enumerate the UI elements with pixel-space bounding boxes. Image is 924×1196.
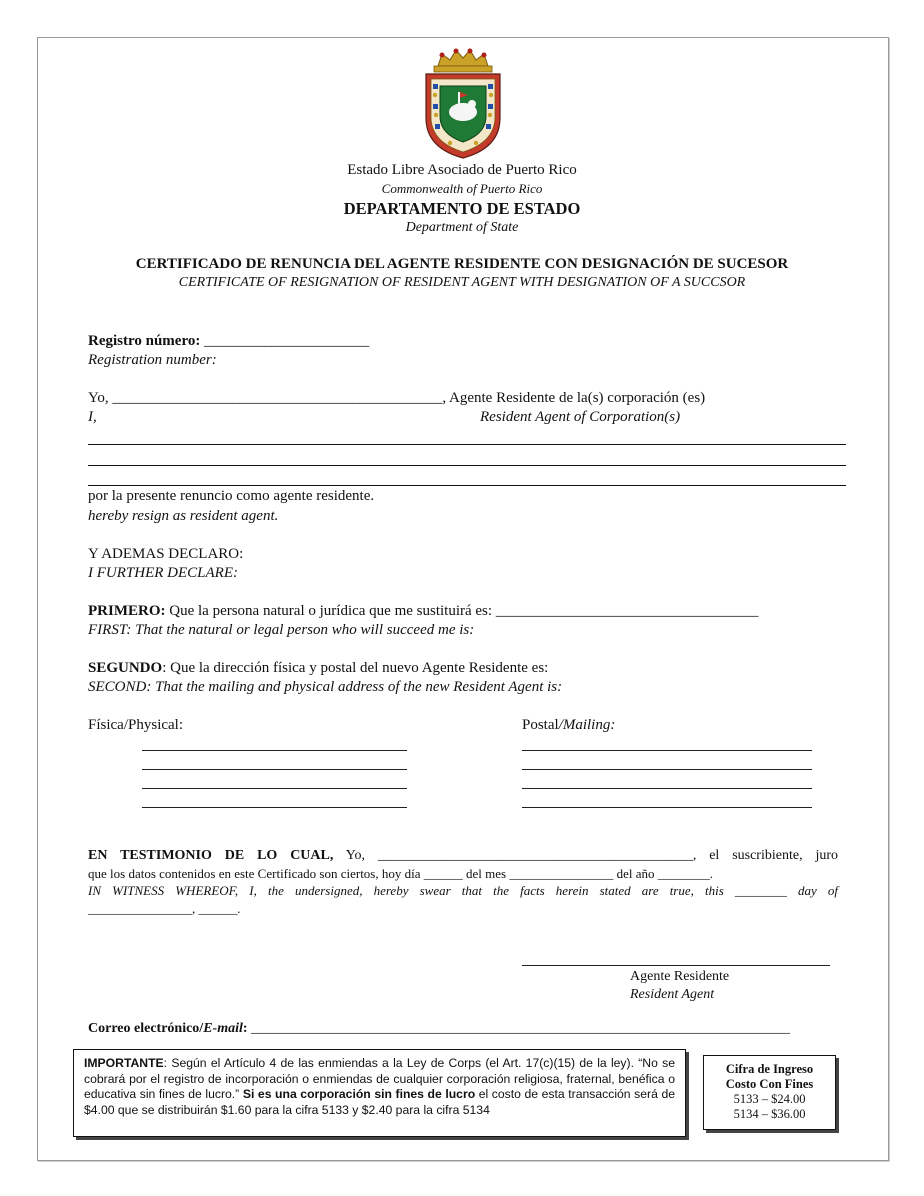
witness-line-2[interactable]: que los datos contenidos en este Certificado son ciertos, hoy día ______ del mes ________________ del año ________. <box>88 866 713 881</box>
witness-line-4[interactable]: ________________, ______. <box>88 901 241 916</box>
email-blank: _____________________________________________________________________________ <box>247 1021 791 1036</box>
physical-address-line-3[interactable] <box>142 788 407 789</box>
registration-field[interactable] <box>88 333 369 350</box>
physical-address-line-1[interactable] <box>142 750 407 751</box>
declare-heading: Y ADEMAS DECLARO: <box>88 546 244 562</box>
header-line-2: Commonwealth of Puerto Rico <box>381 181 543 196</box>
header-line-1: Estado Libre Asociado de Puerto Rico <box>347 162 577 178</box>
postal-label-en: /Mailing: <box>558 717 616 733</box>
second-clause-en: SECOND: That the mailing and physical address of the new Resident Agent is: <box>88 679 563 695</box>
signature-line[interactable] <box>522 965 830 966</box>
corporation-line-3[interactable] <box>88 485 846 486</box>
registration-blank: ______________________ <box>204 333 370 349</box>
fee-title-1: Cifra de Ingreso <box>725 1062 814 1076</box>
registration-label-en: Registration number: <box>88 352 217 368</box>
resign-text: por la presente renuncio como agente residente. <box>88 488 375 504</box>
coat-of-arms-seal <box>420 48 506 160</box>
important-label: IMPORTANTE <box>84 1056 164 1070</box>
second-clause <box>88 660 548 677</box>
fee-row-5134: 5134 – $36.00 <box>733 1107 806 1121</box>
resident-agent-name-line[interactable]: Yo, ____________________________________________, Agente Residente de la(s) corporación (es) <box>88 390 706 406</box>
first-clause-en: FIRST: That the natural or legal person who will succeed me is: <box>88 622 475 638</box>
important-text-2: el costo de esta transacción será de $4.00 que se distribuirán $1.60 para la cifra 5133 y $2.40 para la cifra 5134 <box>84 1087 676 1117</box>
physical-label-es: Física <box>88 717 124 733</box>
witness-label: EN TESTIMONIO DE LO CUAL, <box>88 848 334 863</box>
declare-heading-en: I FURTHER DECLARE: <box>88 565 238 581</box>
email-label-en: E-mail <box>203 1021 243 1036</box>
physical-address-line-2[interactable] <box>142 769 407 770</box>
fee-box <box>703 1055 836 1130</box>
postal-address-line-4[interactable] <box>522 807 812 808</box>
postal-address-line-1[interactable] <box>522 750 812 751</box>
second-text: : Que la dirección física y postal del nuevo Agente Residente es: <box>162 660 549 676</box>
title-spanish: CERTIFICADO DE RENUNCIA DEL AGENTE RESIDENTE CON DESIGNACIÓN DE SUCESOR <box>135 256 789 272</box>
i-label-en: I, <box>88 409 97 425</box>
resign-text-en: hereby resign as resident agent. <box>88 508 279 524</box>
title-english: CERTIFICATE OF RESIGNATION OF RESIDENT AGENT WITH DESIGNATION OF A SUCCSOR <box>178 275 746 290</box>
important-bold: Si es una corporación sin fines de lucro <box>242 1087 476 1101</box>
fee-row-5133: 5133 – $24.00 <box>733 1092 806 1106</box>
first-clause[interactable] <box>88 603 758 620</box>
first-label: PRIMERO: <box>88 603 166 619</box>
resident-agent-label-en: Resident Agent of Corporation(s) <box>480 409 681 425</box>
second-label: SEGUNDO <box>88 660 163 676</box>
corporation-line-1[interactable] <box>88 444 846 445</box>
physical-label-en: /Physical: <box>123 717 184 733</box>
fee-title-2: Costo Con Fines <box>725 1077 814 1091</box>
witness-text-1: Yo, _____________________________________________, el suscribiente, juro <box>333 848 838 863</box>
important-text-1: : Según el Artículo 4 de las enmiendas a la Ley de Corps (el Art. 17(c)(15) de la ley). “No se cobrará por el registro de incorporación o enmiendas de cualquier corporación religiosa, fraternal, benéfica o educativa sin fines de lucro.” <box>84 1056 675 1101</box>
signature-label-en: Resident Agent <box>630 987 715 1002</box>
witness-line-1[interactable] <box>88 848 838 864</box>
email-field[interactable] <box>88 1021 790 1037</box>
postal-address-label <box>522 717 615 734</box>
physical-address-label <box>88 717 183 734</box>
email-label-es: Correo electrónico/ <box>88 1021 204 1036</box>
important-notice <box>73 1049 686 1137</box>
postal-address-line-3[interactable] <box>522 788 812 789</box>
corporation-line-2[interactable] <box>88 465 846 466</box>
signature-label: Agente Residente <box>630 969 730 984</box>
email-colon: : <box>242 1021 248 1036</box>
postal-address-line-2[interactable] <box>522 769 812 770</box>
header-department: DEPARTAMENTO DE ESTADO <box>343 199 581 218</box>
first-text: Que la persona natural o jurídica que me sustituirá es: ___________________________________ <box>165 603 759 619</box>
physical-address-line-4[interactable] <box>142 807 407 808</box>
registration-label: Registro número: <box>88 333 201 349</box>
header-department-en: Department of State <box>405 220 519 235</box>
postal-label-es: Postal <box>522 717 559 733</box>
witness-line-3[interactable]: IN WITNESS WHEREOF, I, the undersigned, hereby swear that the facts herein stated are true, this ________ day of <box>88 883 838 898</box>
